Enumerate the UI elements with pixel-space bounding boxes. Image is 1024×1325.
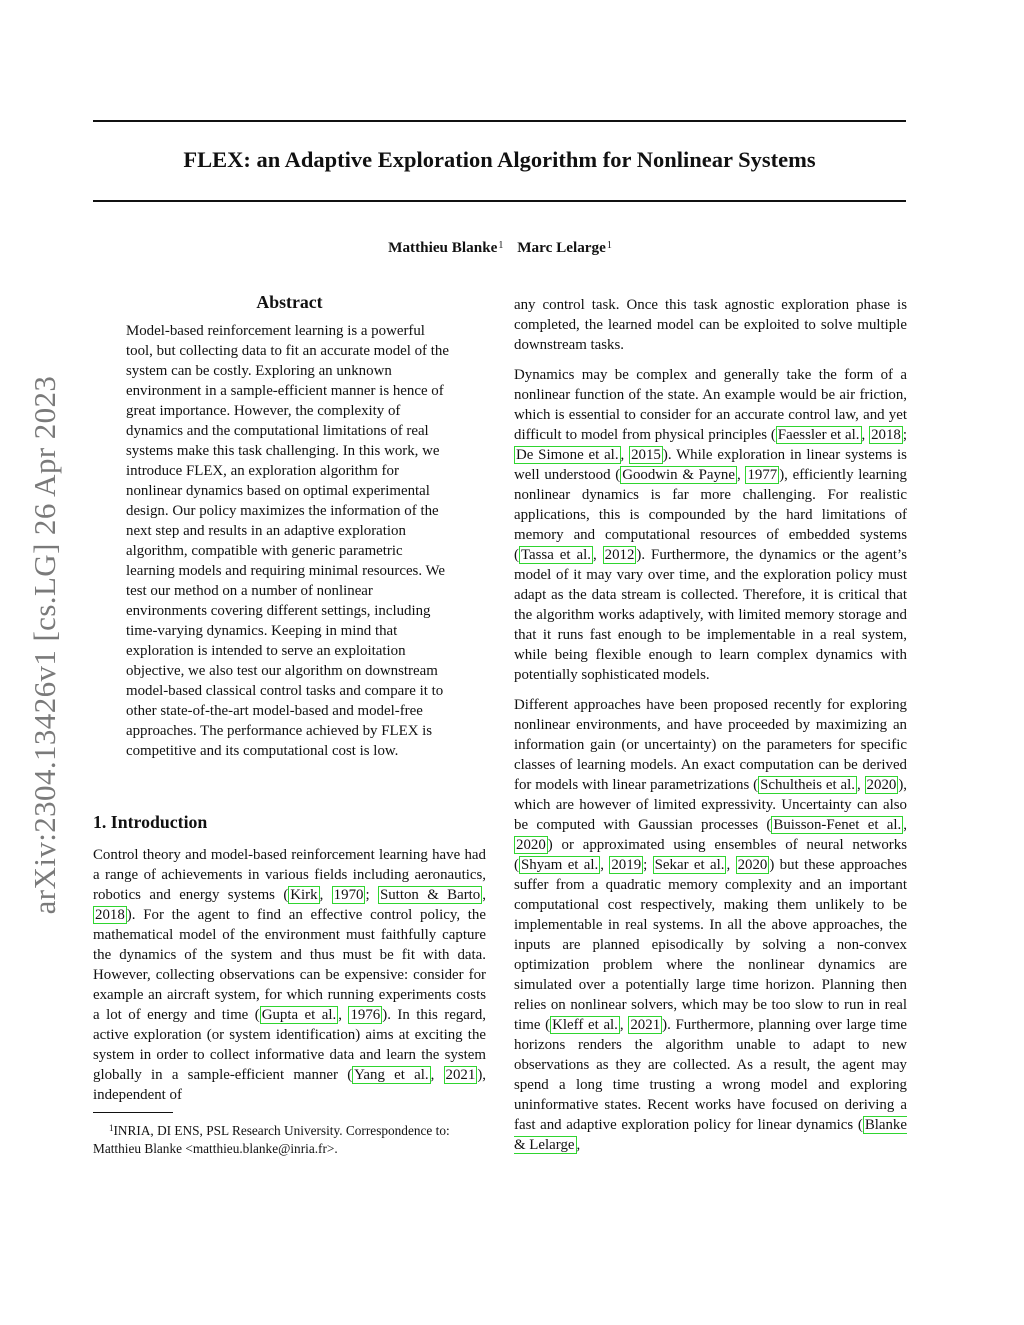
citation-link[interactable]: 1970 bbox=[333, 887, 364, 903]
introduction-heading: 1. Introduction bbox=[93, 812, 208, 832]
intro-paragraph-4: Different approaches have been proposed recently for exploring nonlinear environments, and have proceeded by maximizing an information gain (or uncertainty) on the parameters for specific classes of learning models. An exact computation can be derived for models with linear parametrizations ( Schultheis et al. , 2020 ), which are however of limited expressivity. Uncertainty can also be computed with Gaussian processes ( Buisson-Fenet et al. , 2020 ) or approximated using ensembles of neural networks ( Shyam et al. , 2019 ; Sekar et al. , 2020 ) but these approaches suffer from a quadratic memory complexity and an important computational cost respectively, making them unlikely to be implementable in real systems. In all the above approaches, the inputs are planned episodically by solving a non-convex optimization problem where the nonlinear dynamics are simulated over a potentially large time horizon. Planning then relies on nonlinear solvers, which may be too slow to run in real time ( Kleff et al. , 2021 ). Furthermore, planning over large time horizons renders the algorithm unable to adapt to new observations as they are collected. As a result, the agent may spend a long time trusting a wrong model and exploring uninformative states. Recent works have focused on deriving a fast and adaptive exploration policy for linear dynamics ( Blanke & Lelarge , bbox=[514, 697, 908, 1153]
citation-link[interactable]: Schultheis et al. bbox=[760, 777, 855, 793]
citation-link[interactable]: Shyam et al. bbox=[520, 857, 599, 873]
affiliation-footnote: $^1$INRIA, DI ENS, PSL Research University. Correspondence to: Matthieu Blanke <matthieu.blanke@inria.fr>. bbox=[93, 1123, 450, 1156]
citation-link[interactable]: 2020 bbox=[737, 857, 768, 873]
abstract-heading: Abstract bbox=[256, 292, 323, 312]
citation-link[interactable]: 2020 bbox=[866, 777, 897, 793]
citation-link[interactable]: 1977 bbox=[747, 467, 778, 483]
abstract-text: Model-based reinforcement learning is a powerful tool, but collecting data to fit an accurate model of the system can be costly. Exploring an unknown environment in a sample-efficient manner is hence of great importance. However, the complexity of dynamics and the computational limitations of real systems make this task challenging. In this work, we introduce FLEX, an exploration algorithm for nonlinear dynamics based on optimal experimental design. Our policy maximizes the information of the next step and results in an adaptive exploration algorithm, compatible with generic parametric learning models and requiring minimal resources. We test our method on a number of nonlinear environments covering different settings, including time-varying dynamics. Keeping in mind that exploration is intended to serve an exploitation objective, we also test our algorithm on downstream model-based classical control tasks and compare it to other state-of-the-art model-based and model-free approaches. The performance achieved by FLEX is competitive and its computational cost is low. bbox=[126, 323, 449, 759]
arxiv-identifier[interactable]: arXiv:2304.13426v1 [cs.LG] 26 Apr 2023 bbox=[27, 375, 62, 915]
arxiv-sidebar bbox=[27, 345, 62, 945]
citation-link[interactable]: 2015 bbox=[631, 447, 661, 463]
intro-paragraph-1: Control theory and model-based reinforcement learning have had a range of achievements in various fields including aeronautics, robotics and energy systems ( Kirk , 1970 ; Sutton & Barto , 2018 ). For the agent to find an effective control policy, the mathematical model of the environment must faithfully capture the dynamics of the system and thus must be fit with data. However, collecting observations can be expensive: consider for example an aircraft system, for which running experiments costs a lot of energy and time ( Gupta et al. , 1976 ). In this regard, active exploration (or system identification) aims at exciting the system in order to collect informative data and learn the system globally in a sample-efficient manner ( Yang et al. , 2021 ), independent of bbox=[93, 847, 486, 1103]
author-2: Marc Lelarge$^1$ bbox=[517, 239, 612, 256]
author-1: Matthieu Blanke$^1$ bbox=[388, 239, 504, 256]
intro-paragraph-2: any control task. Once this task agnostic exploration phase is completed, the learned model can be exploited to solve multiple downstream tasks. bbox=[514, 297, 907, 353]
citation-link[interactable]: Kirk bbox=[290, 887, 318, 903]
citation-link[interactable]: Sekar et al. bbox=[654, 857, 725, 873]
citation-link[interactable]: 2021 bbox=[630, 1017, 661, 1033]
citation-link[interactable]: 2018 bbox=[95, 907, 125, 923]
citation-link[interactable]: 2021 bbox=[445, 1067, 476, 1083]
citation-link[interactable]: Faessler et al. bbox=[777, 427, 860, 443]
citation-link[interactable]: 2019 bbox=[611, 857, 642, 873]
citation-link[interactable]: 2020 bbox=[516, 837, 546, 853]
citation-link[interactable]: 1976 bbox=[350, 1007, 381, 1023]
citation-link[interactable]: Goodwin & Payne bbox=[622, 467, 735, 483]
citation-link[interactable]: De Simone et al. bbox=[516, 447, 619, 463]
citation-link[interactable]: Buisson-Fenet et al. bbox=[773, 817, 902, 833]
citation-link[interactable]: Gupta et al. bbox=[261, 1007, 337, 1023]
footnote-divider bbox=[93, 1112, 173, 1113]
citation-link[interactable]: Sutton & Barto bbox=[379, 887, 481, 903]
right-column bbox=[514, 295, 907, 1155]
title-top-rule bbox=[93, 120, 906, 122]
citation-link[interactable]: 2018 bbox=[871, 427, 901, 443]
title-bottom-rule bbox=[93, 200, 906, 202]
citation-link[interactable]: Yang et al. bbox=[354, 1067, 429, 1083]
author-list bbox=[0, 236, 1000, 258]
citation-link[interactable]: Blanke & Lelarge bbox=[514, 1117, 907, 1153]
citation-link[interactable]: Tassa et al. bbox=[520, 547, 591, 563]
citation-link[interactable]: 2012 bbox=[604, 547, 635, 563]
paper-title: FLEX: an Adaptive Exploration Algorithm for Nonlinear Systems bbox=[183, 147, 816, 172]
citation-link[interactable]: Kleff et al. bbox=[552, 1017, 618, 1033]
left-column bbox=[93, 290, 486, 1158]
intro-paragraph-3: Dynamics may be complex and generally take the form of a nonlinear function of the state. An example would be air friction, which is essential to consider for an accurate control law, and yet difficult to model from physical principles ( Faessler et al. , 2018 ; De Simone et al. , 2015 ). While exploration in linear systems is well understood ( Goodwin & Payne , 1977 ), efficiently learning nonlinear dynamics is far more challenging. For realistic applications, this is compounded by the hard limitations of memory and computational resources of embedded systems ( Tassa et al. , 2012 ). Furthermore, the dynamics or the agent’s model of it may vary over time, and the exploration policy must adapt as the data stream is collected. Therefore, it is critical that the algorithm works adaptively, with limited memory storage and that it runs fast enough to be implementable in a real system, while being flexible enough to learn complex dynamics with potentially sophisticated models. bbox=[514, 367, 908, 683]
